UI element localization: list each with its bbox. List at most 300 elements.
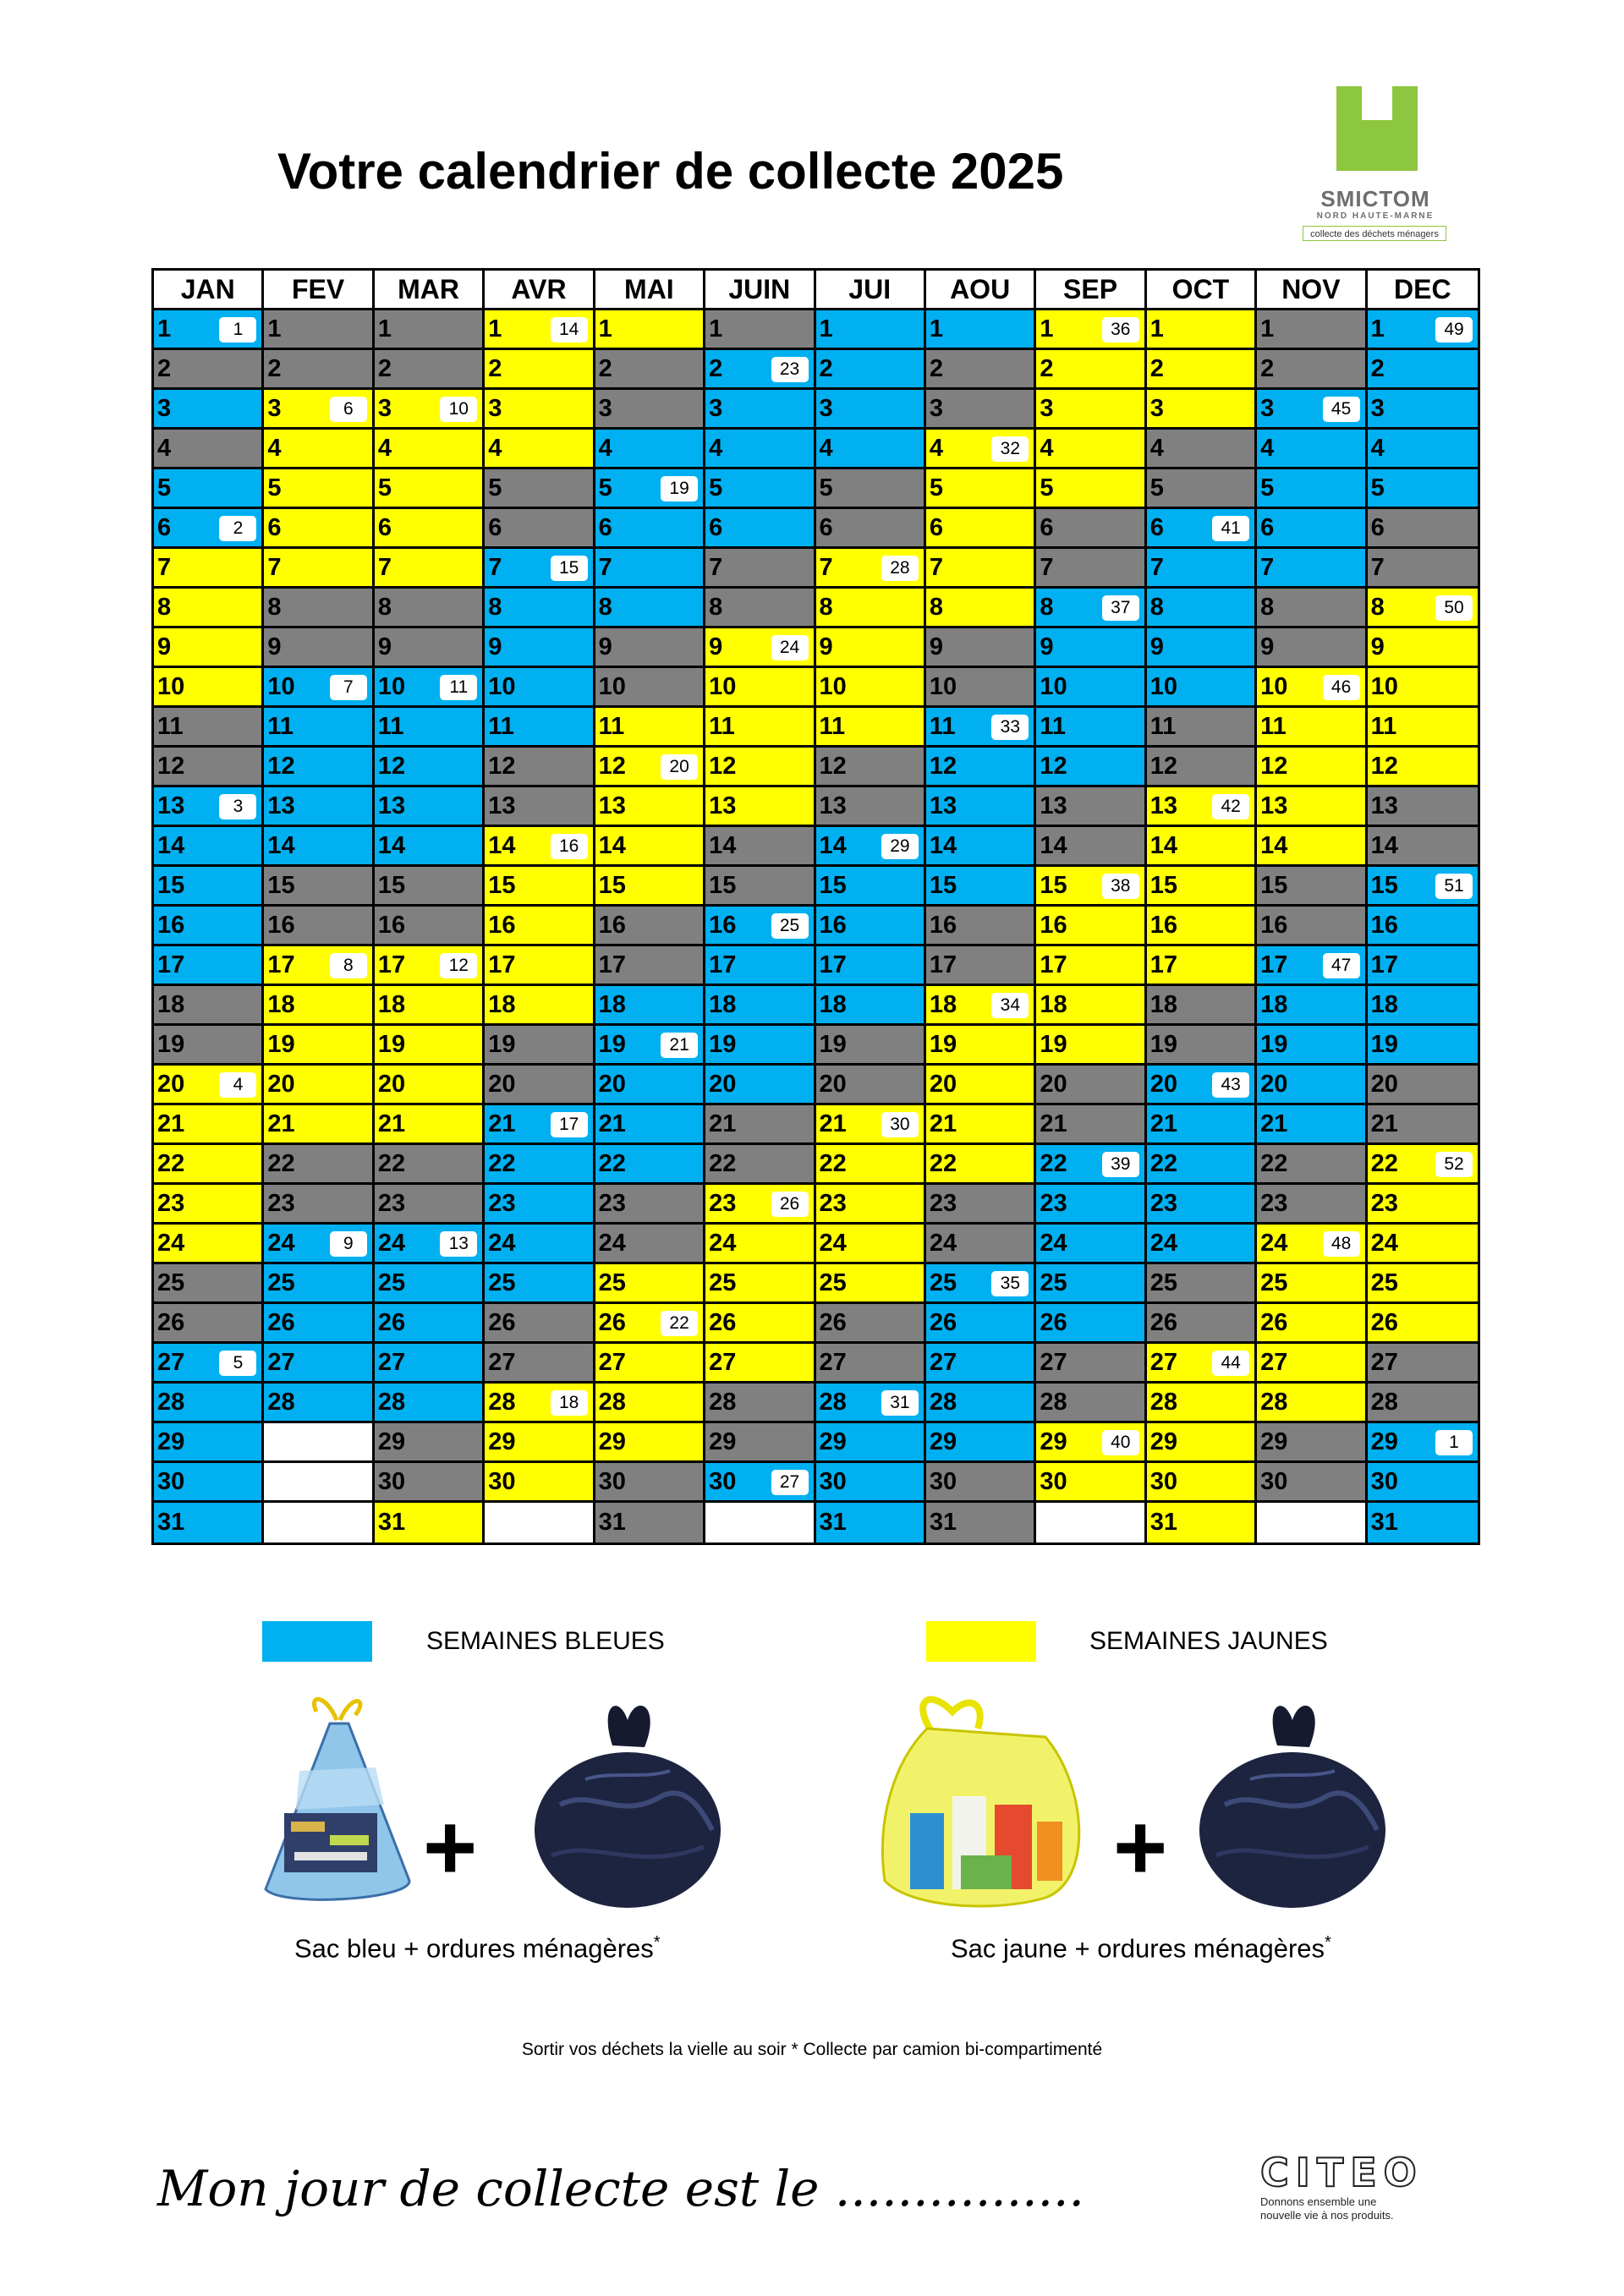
day-number: 6 xyxy=(377,513,392,541)
day-number: 14 xyxy=(1149,831,1178,859)
day-cell xyxy=(264,1185,371,1225)
day-number: 3 xyxy=(488,394,502,422)
day-cell xyxy=(926,350,1034,390)
day-cell xyxy=(1257,1225,1364,1264)
day-cell xyxy=(1147,589,1254,628)
day-cell xyxy=(595,1145,703,1185)
day-number: 6 xyxy=(819,513,833,541)
day-number: 28 xyxy=(1370,1388,1398,1416)
logo-tagline: collecte des déchets ménagers xyxy=(1303,226,1446,241)
day-cell xyxy=(926,628,1034,668)
day-number: 23 xyxy=(488,1189,516,1217)
day-cell xyxy=(705,589,813,628)
logo-subtitle: NORD HAUTE-MARNE xyxy=(1316,211,1435,221)
day-cell xyxy=(816,1264,924,1304)
day-cell xyxy=(1257,350,1364,390)
plus-sign-yellow: + xyxy=(1113,1795,1168,1899)
day-cell xyxy=(595,748,703,787)
day-number: 10 xyxy=(488,672,516,700)
day-number: 14 xyxy=(1040,831,1067,859)
month-header: AOU xyxy=(926,271,1034,310)
caption-yellow-text: Sac jaune + ordures ménagères xyxy=(951,1933,1325,1964)
day-number: 10 xyxy=(929,672,957,700)
day-number: 4 xyxy=(377,434,392,462)
day-cell xyxy=(1147,1145,1254,1185)
day-number: 1 xyxy=(819,315,833,342)
day-cell xyxy=(816,1344,924,1384)
day-number: 13 xyxy=(598,792,626,819)
day-number: 26 xyxy=(488,1308,516,1336)
day-cell xyxy=(595,827,703,867)
day-cell xyxy=(154,748,261,787)
day-cell xyxy=(154,867,261,907)
day-number: 31 xyxy=(1149,1509,1178,1536)
collection-calendar xyxy=(151,268,1480,1545)
day-cell xyxy=(1036,390,1144,430)
day-cell xyxy=(816,1066,924,1105)
day-number: 24 xyxy=(488,1229,516,1257)
day-cell xyxy=(926,1463,1034,1503)
day-number: 18 xyxy=(1370,990,1398,1018)
day-cell xyxy=(705,946,813,986)
day-cell xyxy=(1036,430,1144,469)
day-number: 25 xyxy=(929,1269,957,1296)
day-cell xyxy=(705,1066,813,1105)
day-number: 28 xyxy=(709,1388,737,1416)
day-number: 27 xyxy=(377,1348,406,1376)
day-cell xyxy=(926,469,1034,509)
day-number: 10 xyxy=(819,672,847,700)
day-number: 16 xyxy=(1149,911,1178,939)
day-cell xyxy=(816,1384,924,1423)
day-number: 12 xyxy=(377,752,406,780)
day-cell xyxy=(154,390,261,430)
day-cell xyxy=(1368,1185,1478,1225)
day-cell xyxy=(485,907,592,946)
day-number: 20 xyxy=(488,1070,516,1098)
day-cell xyxy=(705,628,813,668)
day-cell xyxy=(485,1105,592,1145)
week-number-badge: 7 xyxy=(330,675,367,700)
day-cell xyxy=(1036,589,1144,628)
day-cell xyxy=(264,1304,371,1344)
day-cell xyxy=(926,1304,1034,1344)
day-number: 3 xyxy=(709,394,723,422)
day-cell xyxy=(375,1463,482,1503)
day-cell xyxy=(485,1264,592,1304)
week-number-badge: 50 xyxy=(1435,595,1473,621)
day-number: 14 xyxy=(819,831,847,859)
day-number: 24 xyxy=(709,1229,737,1257)
day-cell xyxy=(1147,1105,1254,1145)
day-cell xyxy=(1036,1105,1144,1145)
month-column-juin xyxy=(705,271,815,1543)
day-cell xyxy=(1036,1423,1144,1463)
day-cell xyxy=(926,1145,1034,1185)
day-cell xyxy=(1147,549,1254,589)
day-cell xyxy=(816,1145,924,1185)
day-number: 22 xyxy=(157,1149,185,1177)
day-number: 14 xyxy=(1260,831,1288,859)
day-number: 26 xyxy=(377,1308,406,1336)
day-cell xyxy=(595,1344,703,1384)
day-cell xyxy=(1147,907,1254,946)
day-number: 25 xyxy=(267,1269,295,1296)
day-cell xyxy=(1368,1304,1478,1344)
day-cell xyxy=(816,310,924,350)
day-number: 15 xyxy=(1040,871,1067,899)
day-cell xyxy=(1368,827,1478,867)
day-cell xyxy=(1368,390,1478,430)
day-cell xyxy=(1147,310,1254,350)
day-number: 13 xyxy=(1370,792,1398,819)
day-number: 3 xyxy=(267,394,282,422)
week-number-badge: 22 xyxy=(661,1311,698,1336)
day-cell xyxy=(595,708,703,748)
day-number: 30 xyxy=(488,1467,516,1495)
black-bag-image-2 xyxy=(1182,1686,1401,1913)
day-cell xyxy=(705,986,813,1026)
day-number: 15 xyxy=(1370,871,1398,899)
day-number: 2 xyxy=(598,354,612,382)
day-cell xyxy=(1257,1344,1364,1384)
day-number: 17 xyxy=(929,951,957,978)
day-cell xyxy=(1147,469,1254,509)
day-number: 27 xyxy=(157,1348,185,1376)
day-number: 26 xyxy=(157,1308,185,1336)
day-number: 7 xyxy=(598,553,612,581)
day-cell xyxy=(705,1463,813,1503)
day-number: 4 xyxy=(1260,434,1275,462)
month-column-nov xyxy=(1257,271,1367,1543)
day-number: 15 xyxy=(157,871,185,899)
day-cell xyxy=(264,827,371,867)
day-number: 31 xyxy=(1370,1509,1398,1536)
day-number: 20 xyxy=(709,1070,737,1098)
day-cell xyxy=(485,469,592,509)
day-number: 8 xyxy=(929,593,944,621)
day-number: 15 xyxy=(377,871,406,899)
day-cell xyxy=(595,1026,703,1066)
day-cell xyxy=(595,1463,703,1503)
day-number: 3 xyxy=(1370,394,1385,422)
day-number: 12 xyxy=(1149,752,1178,780)
week-number-badge: 20 xyxy=(661,754,698,780)
day-number: 1 xyxy=(709,315,723,342)
day-cell xyxy=(1036,867,1144,907)
month-column-mar xyxy=(375,271,485,1543)
day-cell xyxy=(705,1304,813,1344)
day-cell xyxy=(595,469,703,509)
smictom-logo-mark xyxy=(1336,86,1418,171)
day-number: 15 xyxy=(819,871,847,899)
day-number: 29 xyxy=(1040,1427,1067,1455)
day-cell xyxy=(154,509,261,549)
month-header: SEP xyxy=(1036,271,1144,310)
day-cell xyxy=(375,469,482,509)
day-cell xyxy=(264,1066,371,1105)
day-number: 27 xyxy=(267,1348,295,1376)
day-number: 19 xyxy=(819,1030,847,1058)
day-number: 24 xyxy=(1260,1229,1288,1257)
logo-name: SMICTOM xyxy=(1320,186,1430,211)
day-cell xyxy=(1147,430,1254,469)
week-number-badge: 52 xyxy=(1435,1152,1473,1177)
day-cell xyxy=(1147,787,1254,827)
day-number: 13 xyxy=(1260,792,1288,819)
caption-blue-text: Sac bleu + ordures ménagères xyxy=(294,1933,654,1964)
day-cell xyxy=(1368,310,1478,350)
day-cell xyxy=(375,589,482,628)
day-number: 9 xyxy=(819,633,833,660)
day-number: 8 xyxy=(598,593,612,621)
day-number: 7 xyxy=(1149,553,1164,581)
day-number: 30 xyxy=(157,1467,185,1495)
day-number: 30 xyxy=(819,1467,847,1495)
day-number: 11 xyxy=(157,712,184,740)
day-cell xyxy=(154,946,261,986)
day-number: 14 xyxy=(267,831,295,859)
day-number: 10 xyxy=(377,672,406,700)
day-cell xyxy=(375,509,482,549)
day-cell xyxy=(595,628,703,668)
day-cell xyxy=(375,1384,482,1423)
day-number: 17 xyxy=(267,951,295,978)
day-number: 8 xyxy=(488,593,502,621)
day-number: 3 xyxy=(598,394,612,422)
day-cell xyxy=(705,310,813,350)
day-number: 24 xyxy=(157,1229,185,1257)
month-column-mai xyxy=(595,271,705,1543)
day-number: 13 xyxy=(819,792,847,819)
day-cell xyxy=(816,1503,924,1543)
day-number: 2 xyxy=(1149,354,1164,382)
day-cell xyxy=(1257,1185,1364,1225)
day-cell xyxy=(595,1185,703,1225)
day-number: 7 xyxy=(377,553,392,581)
day-number: 8 xyxy=(157,593,172,621)
day-number: 27 xyxy=(819,1348,847,1376)
day-cell xyxy=(154,708,261,748)
legend-blue-swatch xyxy=(262,1621,372,1662)
week-number-badge: 31 xyxy=(881,1390,919,1416)
day-number: 18 xyxy=(1260,990,1288,1018)
day-cell xyxy=(816,1423,924,1463)
day-number: 24 xyxy=(929,1229,957,1257)
day-number: 9 xyxy=(377,633,392,660)
day-number: 6 xyxy=(1040,513,1054,541)
day-number: 1 xyxy=(1370,315,1385,342)
day-cell xyxy=(264,668,371,708)
day-number: 20 xyxy=(267,1070,295,1098)
day-number: 6 xyxy=(488,513,502,541)
day-cell xyxy=(154,628,261,668)
day-number: 11 xyxy=(1149,712,1177,740)
day-cell xyxy=(1368,1105,1478,1145)
day-cell xyxy=(926,1264,1034,1304)
day-number: 24 xyxy=(1149,1229,1178,1257)
day-cell xyxy=(705,350,813,390)
day-number: 15 xyxy=(598,871,626,899)
week-number-badge: 6 xyxy=(330,397,367,422)
day-number: 7 xyxy=(1370,553,1385,581)
day-cell xyxy=(705,1344,813,1384)
day-number: 2 xyxy=(488,354,502,382)
day-cell xyxy=(1147,1304,1254,1344)
day-cell xyxy=(1147,509,1254,549)
day-cell xyxy=(816,509,924,549)
month-header: JUI xyxy=(816,271,924,310)
day-number: 24 xyxy=(267,1229,295,1257)
day-number: 25 xyxy=(1040,1269,1067,1296)
day-number: 2 xyxy=(819,354,833,382)
legend-yellow-swatch xyxy=(926,1621,1036,1662)
day-number: 23 xyxy=(1370,1189,1398,1217)
day-number: 22 xyxy=(819,1149,847,1177)
day-cell xyxy=(1036,469,1144,509)
day-number: 25 xyxy=(1260,1269,1288,1296)
day-cell xyxy=(264,1344,371,1384)
week-number-badge: 3 xyxy=(219,794,256,819)
week-number-badge: 11 xyxy=(440,675,477,700)
day-number: 2 xyxy=(709,354,723,382)
day-number: 7 xyxy=(157,553,172,581)
day-number: 26 xyxy=(929,1308,957,1336)
day-cell xyxy=(1368,708,1478,748)
day-cell xyxy=(595,1225,703,1264)
day-cell xyxy=(816,1225,924,1264)
day-number: 28 xyxy=(1040,1388,1067,1416)
day-number: 16 xyxy=(819,911,847,939)
day-cell xyxy=(485,1026,592,1066)
day-number: 12 xyxy=(157,752,185,780)
day-cell xyxy=(485,986,592,1026)
day-number: 6 xyxy=(1149,513,1164,541)
day-number: 22 xyxy=(267,1149,295,1177)
day-cell xyxy=(1257,708,1364,748)
day-number: 25 xyxy=(1370,1269,1398,1296)
day-cell xyxy=(264,430,371,469)
day-number: 20 xyxy=(157,1070,185,1098)
week-number-badge: 32 xyxy=(991,436,1029,462)
day-number: 21 xyxy=(1370,1110,1398,1137)
day-number: 22 xyxy=(488,1149,516,1177)
day-number: 26 xyxy=(709,1308,737,1336)
day-cell xyxy=(264,1105,371,1145)
day-number: 12 xyxy=(1260,752,1288,780)
week-number-badge: 40 xyxy=(1102,1430,1139,1455)
day-cell xyxy=(1257,827,1364,867)
empty-day-cell xyxy=(1257,1503,1364,1543)
day-number: 6 xyxy=(157,513,172,541)
day-cell xyxy=(485,668,592,708)
week-number-badge: 18 xyxy=(551,1390,588,1416)
day-number: 24 xyxy=(598,1229,626,1257)
day-number: 8 xyxy=(1040,593,1054,621)
day-number: 16 xyxy=(157,911,185,939)
month-header: JAN xyxy=(154,271,261,310)
day-number: 7 xyxy=(488,553,502,581)
day-cell xyxy=(1257,946,1364,986)
day-number: 5 xyxy=(1370,474,1385,501)
day-number: 4 xyxy=(598,434,612,462)
day-number: 5 xyxy=(819,474,833,501)
day-number: 2 xyxy=(377,354,392,382)
day-cell xyxy=(154,1185,261,1225)
day-number: 29 xyxy=(929,1427,957,1455)
day-cell xyxy=(154,1423,261,1463)
day-cell xyxy=(816,430,924,469)
day-number: 8 xyxy=(377,593,392,621)
day-number: 5 xyxy=(929,474,944,501)
day-number: 14 xyxy=(929,831,957,859)
day-number: 31 xyxy=(377,1509,406,1536)
day-cell xyxy=(264,509,371,549)
day-cell xyxy=(705,708,813,748)
day-number: 18 xyxy=(267,990,295,1018)
day-cell xyxy=(595,430,703,469)
empty-day-cell xyxy=(264,1503,371,1543)
day-number: 26 xyxy=(598,1308,626,1336)
day-number: 4 xyxy=(1040,434,1054,462)
day-cell xyxy=(1368,549,1478,589)
week-number-badge: 21 xyxy=(661,1033,698,1058)
week-number-badge: 15 xyxy=(551,556,588,581)
day-cell xyxy=(485,787,592,827)
day-cell xyxy=(1368,668,1478,708)
citeo-tagline-1: Donnons ensemble une xyxy=(1260,2195,1377,2208)
day-number: 10 xyxy=(709,672,737,700)
day-number: 25 xyxy=(488,1269,516,1296)
day-number: 13 xyxy=(377,792,406,819)
day-cell xyxy=(1257,430,1364,469)
day-cell xyxy=(926,827,1034,867)
day-number: 9 xyxy=(1040,633,1054,660)
day-cell xyxy=(595,589,703,628)
day-number: 13 xyxy=(267,792,295,819)
day-number: 29 xyxy=(1370,1427,1398,1455)
day-cell xyxy=(375,668,482,708)
day-cell xyxy=(705,867,813,907)
day-number: 21 xyxy=(1260,1110,1288,1137)
day-number: 21 xyxy=(819,1110,847,1137)
day-number: 1 xyxy=(598,315,612,342)
day-cell xyxy=(154,1105,261,1145)
day-cell xyxy=(485,1185,592,1225)
day-number: 18 xyxy=(929,990,957,1018)
week-number-badge: 49 xyxy=(1435,317,1473,342)
week-number-badge: 41 xyxy=(1212,516,1249,541)
day-cell xyxy=(1036,668,1144,708)
day-cell xyxy=(264,1026,371,1066)
legend-yellow-label: SEMAINES JAUNES xyxy=(1089,1627,1328,1655)
day-cell xyxy=(1036,946,1144,986)
day-number: 27 xyxy=(1370,1348,1398,1376)
day-number: 7 xyxy=(1260,553,1275,581)
day-cell xyxy=(1147,1185,1254,1225)
day-cell xyxy=(595,1423,703,1463)
day-cell xyxy=(1036,986,1144,1026)
day-cell xyxy=(816,469,924,509)
day-number: 5 xyxy=(1149,474,1164,501)
day-number: 29 xyxy=(1149,1427,1178,1455)
day-cell xyxy=(1368,430,1478,469)
day-cell xyxy=(1147,1463,1254,1503)
day-cell xyxy=(1368,1225,1478,1264)
day-cell xyxy=(485,390,592,430)
day-cell xyxy=(375,1185,482,1225)
day-number: 23 xyxy=(267,1189,295,1217)
